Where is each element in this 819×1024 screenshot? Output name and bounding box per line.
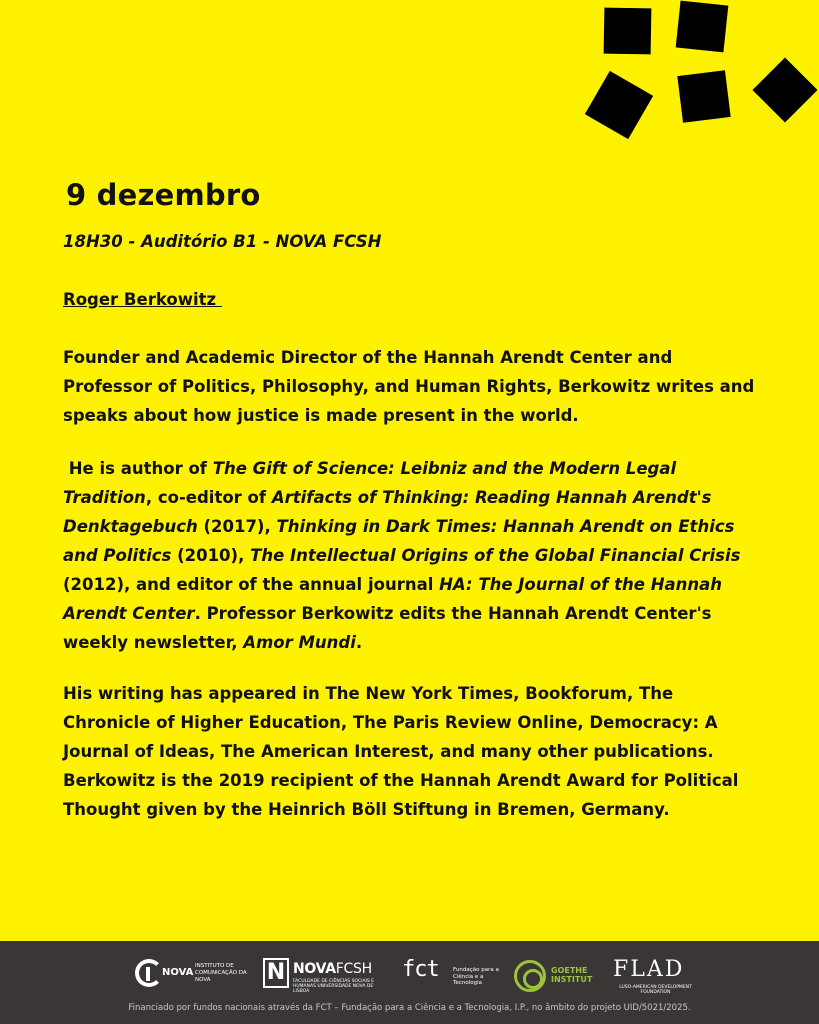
nova-fcsh-logo-name: NOVAFCSH	[293, 961, 372, 977]
event-date: 9 dezembro	[66, 178, 261, 212]
goethe-logo-name: GOETHE INSTITUT	[551, 966, 593, 984]
sponsor-logos	[0, 941, 819, 1001]
fct-logo-mark: fct	[402, 957, 439, 982]
nova-fcsh-logo-subtitle: FACULDADE DE CIÊNCIAS SOCIAIS E HUMANAS UNIVERSIDADE NOVA DE LISBOA	[293, 979, 374, 994]
flad-logo-subtitle: LUSO-AMERICAN DEVELOPMENT FOUNDATION	[619, 985, 692, 995]
event-time-location: 18H30 - Auditório B1 - NOVA FCSH	[63, 232, 382, 251]
bio-paragraph-1: Founder and Academic Director of the Hannah Arendt Center and Professor of Politics, Philosophy, and Human Rights, Berkowitz writes and speaks about how justice is made present in the world.	[63, 348, 755, 425]
fct-logo-subtitle: Fundação para a Ciência e a Tecnologia	[453, 967, 499, 986]
decorative-square	[585, 71, 653, 139]
nova-fcsh-logo	[263, 958, 388, 992]
icnova-logo-name: NOVA	[162, 967, 194, 978]
decorative-square	[677, 70, 730, 122]
flad-logo	[613, 959, 693, 999]
goethe-ring-icon	[514, 960, 546, 992]
decorative-square	[752, 57, 817, 122]
decorative-square	[676, 1, 729, 53]
decorative-square	[604, 8, 652, 55]
bio-paragraph-2: He is author of The Gift of Science: Leibniz and the Modern Legal Tradition, co-editor of Artifacts of Thinking: Reading Hannah Arendt's Denktagebuch (2017), Thinking in Dark Times: Hannah Arendt on Ethics and Politics (2010), The Intellectual Origins of the Global Financial Crisis (2012), and editor of the annual journal HA: The Journal of the Hannah Arendt Center. Professor Berkowitz edits the Hannah Arendt Center's weekly newsletter, Amor Mundi.	[63, 459, 747, 652]
bio-paragraph-3: His writing has appeared in The New York Times, Bookforum, The Chronicle of Higher Education, The Paris Review Online, Democracy: A Journal of Ideas, The American Interest, and many other publications. Berkowitz is the 2019 recipient of the Hannah Arendt Award for Political Thought given by the Heinrich Böll Stiftung in Bremen, Germany.	[63, 684, 739, 819]
sponsor-footer	[0, 941, 819, 1024]
goethe-institut-logo	[514, 958, 604, 994]
icnova-i-icon	[146, 967, 150, 981]
speaker-name: Roger Berkowitz	[63, 290, 222, 309]
flad-logo-name: FLAD	[613, 957, 685, 982]
funding-statement: Financiado por fundos nacionais através da FCT – Fundação para a Ciência e a Tecnologia, I.P., no âmbito do projeto UID/5021/2025.	[128, 1003, 691, 1013]
icnova-logo	[135, 955, 253, 995]
icnova-logo-subtitle: INSTITUTO DE COMUNICAÇÃO DA NOVA	[195, 963, 247, 983]
fct-logo	[402, 957, 502, 993]
nova-fcsh-n-icon: N	[263, 958, 289, 988]
